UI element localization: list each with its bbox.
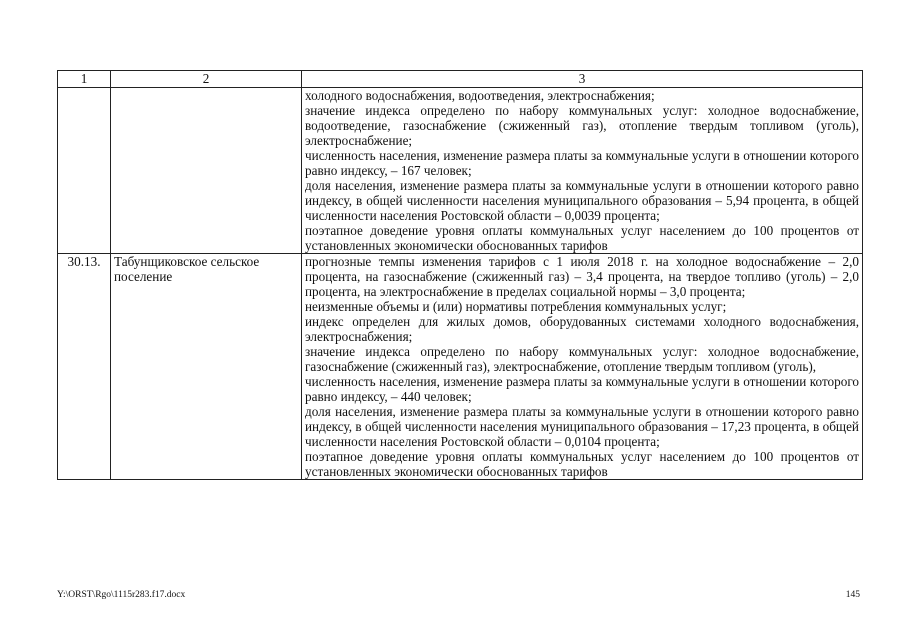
row-number-cell: 30.13. bbox=[58, 254, 111, 480]
description-paragraph: значение индекса определено по набору коммунальных услуг: холодное водоснабжение, водоотведение, газоснабжение (сжиженный газ), отопление твердым топливом (уголь), электроснабжение; bbox=[305, 103, 859, 148]
settlement-name-cell bbox=[111, 88, 302, 254]
tariff-table bbox=[57, 70, 863, 480]
description-paragraph: доля населения, изменение размера платы за коммунальные услуги в отношении которого равно индексу, в общей численности населения муниципального образования – 17,23 процента, в общей численности населения Ростовской области – 0,0104 процента; bbox=[305, 404, 859, 449]
table-header-row bbox=[58, 71, 863, 88]
description-paragraph: холодного водоснабжения, водоотведения, электроснабжения; bbox=[305, 88, 655, 103]
description-paragraph: численность населения, изменение размера платы за коммунальные услуги в отношении которого равно индексу, – 440 человек; bbox=[305, 374, 859, 404]
description-paragraph: доля населения, изменение размера платы за коммунальные услуги в отношении которого равно индексу, в общей численности населения муниципального образования – 5,94 процента, в общей численности населения Ростовской области – 0,0039 процента; bbox=[305, 178, 859, 223]
footer-page-number: 145 bbox=[845, 590, 860, 600]
description-paragraph: поэтапное доведение уровня оплаты коммунальных услуг населением до 100 процентов от установленных экономически обоснованных тарифов bbox=[305, 223, 859, 253]
description-paragraph: значение индекса определено по набору коммунальных услуг: холодное водоснабжение, газоснабжение (сжиженный газ), электроснабжение, отопление твердым топливом (уголь), bbox=[305, 344, 859, 374]
description-cell bbox=[302, 254, 863, 480]
column-header-1: 1 bbox=[58, 71, 111, 88]
row-number-cell bbox=[58, 88, 111, 254]
description-paragraph: поэтапное доведение уровня оплаты коммунальных услуг населением до 100 процентов от установленных экономически обоснованных тарифов bbox=[305, 449, 859, 479]
column-header-3: 3 bbox=[302, 71, 863, 88]
table-row bbox=[58, 254, 863, 480]
description-paragraph: численность населения, изменение размера платы за коммунальные услуги в отношении которого равно индексу, – 167 человек; bbox=[305, 148, 859, 178]
description-paragraph: неизменные объемы и (или) нормативы потребления коммунальных услуг; bbox=[305, 299, 727, 314]
table-row bbox=[58, 88, 863, 254]
column-header-2: 2 bbox=[111, 71, 302, 88]
description-paragraph: прогнозные темпы изменения тарифов с 1 июля 2018 г. на холодное водоснабжение – 2,0 процента, на газоснабжение (сжиженный газ) – 3,4 процента, на твердое топливо (уголь) – 2,0 процента, на электроснабжение в пределах социальной нормы – 3,0 процента; bbox=[305, 254, 859, 299]
settlement-name-cell: Табунщиковское сельское поселение bbox=[111, 254, 302, 480]
description-cell bbox=[302, 88, 863, 254]
footer-file-path: Y:\ORST\Rgo\1115r283.f17.docx bbox=[57, 590, 186, 600]
description-paragraph: индекс определен для жилых домов, оборудованных системами холодного водоснабжения, электроснабжения; bbox=[305, 314, 859, 344]
